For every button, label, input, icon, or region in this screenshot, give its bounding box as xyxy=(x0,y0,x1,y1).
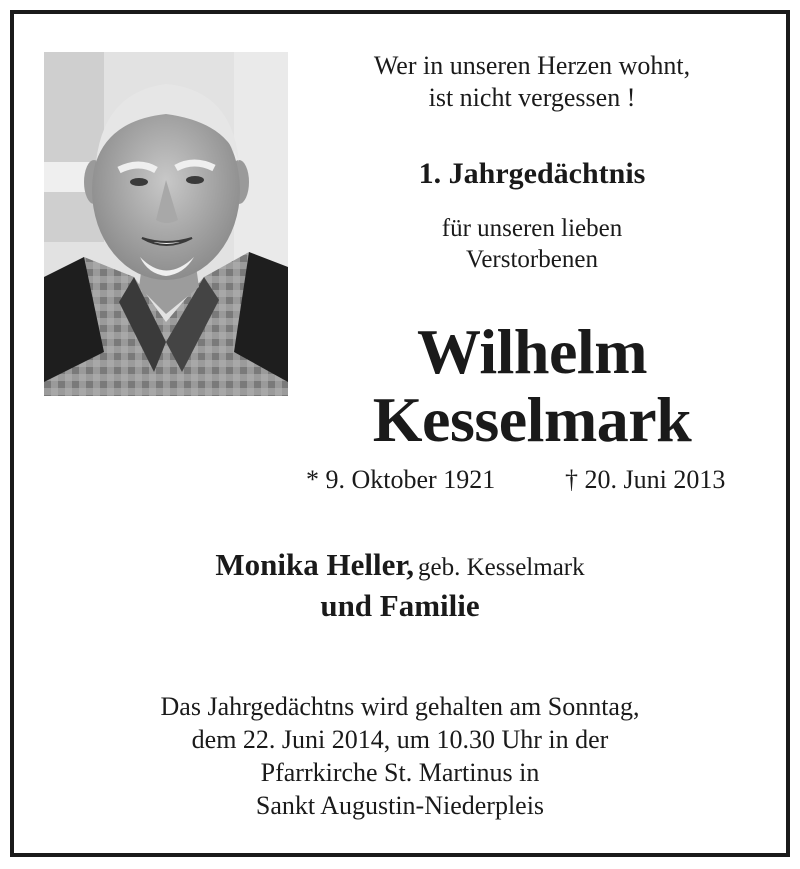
notice-line: Pfarrkirche St. Martinus in xyxy=(260,758,540,787)
memorial-motto xyxy=(300,50,764,114)
family-suffix: und Familie xyxy=(320,588,480,623)
family-signature xyxy=(0,545,800,591)
dedication-line: Verstorbenen xyxy=(466,246,598,273)
notice-line: Sankt Augustin-Niederpleis xyxy=(255,791,545,820)
deceased-name xyxy=(300,318,764,454)
death-date: † 20. Juni 2013 xyxy=(565,465,726,494)
dedication-line: für unseren lieben xyxy=(441,215,623,242)
notice-line: Das Jahrgedächtns wird gehalten am Sonntag, xyxy=(160,692,640,721)
service-notice xyxy=(0,690,800,822)
family-maiden-name: geb. Kesselmark xyxy=(418,554,585,581)
portrait-photo xyxy=(44,52,288,396)
deceased-last-name: Kesselmark xyxy=(372,384,692,455)
birth-date: * 9. Oktober 1921 xyxy=(306,465,496,494)
motto-line: Wer in unseren Herzen wohnt, xyxy=(373,51,691,80)
family-member-name: Monika Heller, xyxy=(215,547,414,582)
motto-line: ist nicht vergessen ! xyxy=(428,83,636,112)
notice-line: dem 22. Juni 2014, um 10.30 Uhr in der xyxy=(191,725,609,754)
anniversary-heading: 1. Jahrgedächtnis xyxy=(418,157,646,190)
dedication-text xyxy=(300,213,764,275)
deceased-first-name: Wilhelm xyxy=(417,316,647,387)
